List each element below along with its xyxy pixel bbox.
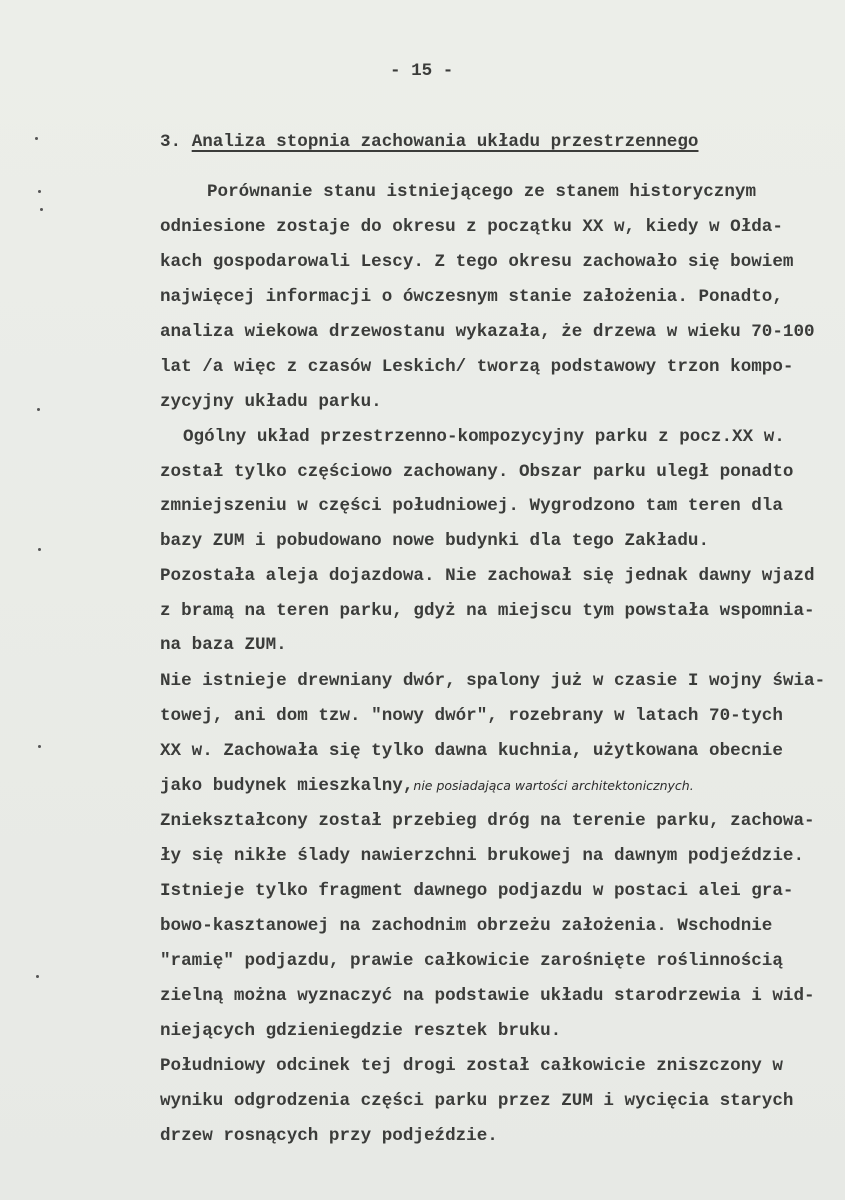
handwritten-note: nie posiadająca wartości architektonicznych. (413, 778, 694, 793)
text-line: kach gospodarowali Lescy. Z tego okresu zachowało się bowiem (160, 252, 794, 272)
text-line: Południowy odcinek tej drogi został całkowicie zniszczony w (160, 1056, 783, 1076)
text-line: Istnieje tylko fragment dawnego podjazdu w postaci alei gra- (160, 881, 794, 901)
text-line: Zniekształcony został przebieg dróg na terenie parku, zachowa- (160, 811, 815, 831)
text-line: Pozostała aleja dojazdowa. Nie zachował się jednak dawny wjazd (160, 566, 815, 586)
text-line: zmniejszeniu w części południowej. Wygrodzono tam teren dla (160, 496, 783, 516)
margin-mark (38, 548, 41, 551)
margin-mark (38, 190, 41, 193)
text-line: "ramię" podjazdu, prawie całkowicie zarośnięte roślinnością (160, 951, 783, 971)
text-line: drzew rosnących przy podjeździe. (160, 1126, 498, 1146)
text-line: analiza wiekowa drzewostanu wykazała, że drzewa w wieku 70-100 (160, 322, 815, 342)
text-line: najwięcej informacji o ówczesnym stanie założenia. Ponadto, (160, 287, 783, 307)
text-line: wyniku odgrodzenia części parku przez ZUM i wycięcia starych (160, 1091, 794, 1111)
text-line (160, 776, 694, 796)
margin-mark (36, 975, 39, 978)
text-line: odniesione zostaje do okresu z początku XX w, kiedy w Ołda- (160, 217, 783, 237)
text-fragment: jako budynek mieszkalny, (160, 776, 414, 796)
text-line: z bramą na teren parku, gdyż na miejscu tym powstała wspomnia- (160, 601, 815, 621)
section-heading (160, 132, 698, 152)
text-line: bowo-kasztanowej na zachodnim obrzeżu założenia. Wschodnie (160, 916, 773, 936)
text-line: towej, ani dom tzw. "nowy dwór", rozebrany w latach 70-tych (160, 706, 783, 726)
text-line: XX w. Zachowała się tylko dawna kuchnia, użytkowana obecnie (160, 741, 783, 761)
margin-mark (38, 745, 41, 748)
text-line: Porównanie stanu istniejącego ze stanem historycznym (207, 182, 757, 202)
text-line: lat /a więc z czasów Leskich/ tworzą podstawowy trzon kompo- (160, 357, 794, 377)
section-title: Analiza stopnia zachowania układu przestrzennego (191, 132, 699, 152)
text-line: został tylko częściowo zachowany. Obszar parku uległ ponadto (160, 462, 794, 482)
text-line: niejących gdzieniegdzie resztek bruku. (160, 1021, 562, 1041)
text-line: bazy ZUM i pobudowano nowe budynki dla tego Zakładu. (160, 531, 710, 551)
page-number: - 15 - (390, 61, 454, 81)
margin-mark (37, 408, 40, 411)
text-line: Ogólny układ przestrzenno-kompozycyjny parku z pocz.XX w. (183, 427, 785, 447)
margin-mark (40, 208, 43, 211)
text-line: zycyjny układu parku. (160, 392, 382, 412)
section-number: 3. (160, 132, 182, 152)
text-line: na baza ZUM. (160, 635, 287, 655)
text-line: Nie istnieje drewniany dwór, spalony już w czasie I wojny świa- (160, 671, 826, 691)
text-line: ły się nikłe ślady nawierzchni brukowej na dawnym podjeździe. (160, 846, 805, 866)
margin-mark (35, 137, 38, 140)
text-line: zielną można wyznaczyć na podstawie układu starodrzewia i wid- (160, 986, 815, 1006)
